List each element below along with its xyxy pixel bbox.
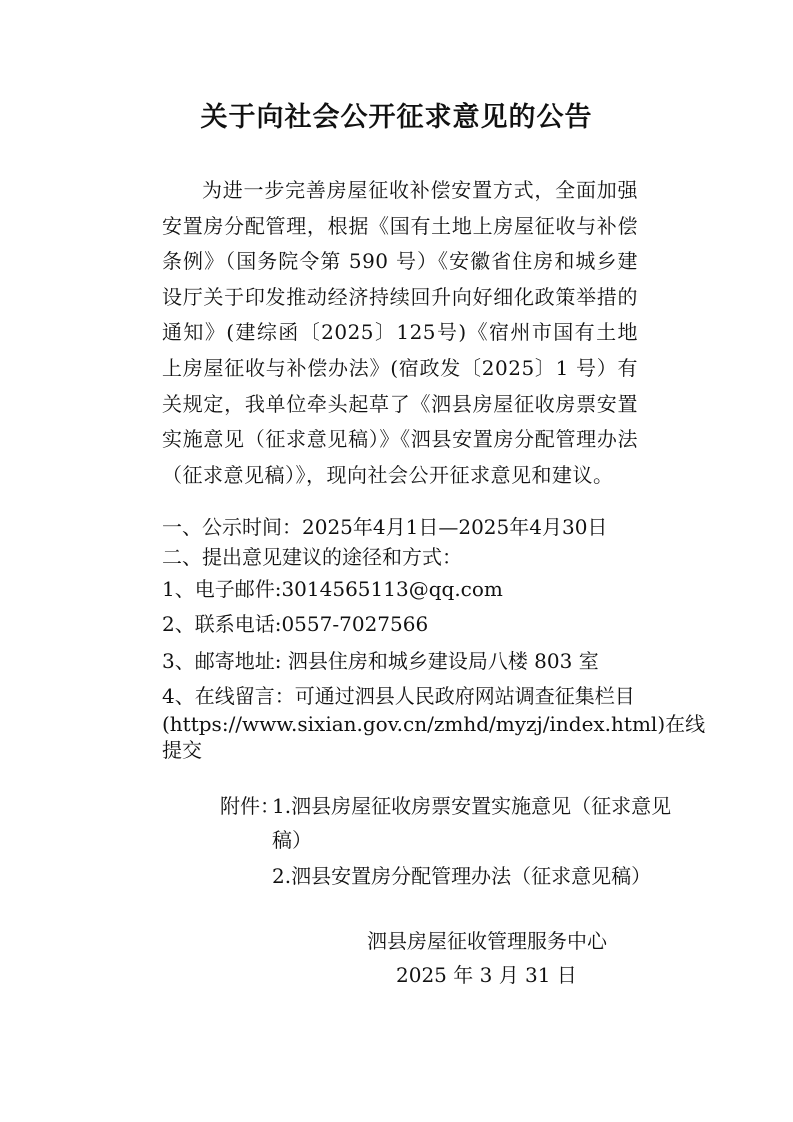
phone-line: 2、联系电话:0557-7027566 bbox=[162, 612, 429, 636]
attachment-item-1: 1.泗县房屋征收房票安置实施意见（征求意见稿） bbox=[272, 794, 672, 852]
online-message-line: 4、在线留言：可通过泗县人民政府网站调查征集栏目 bbox=[162, 684, 635, 708]
mail-address-line: 3、邮寄地址: 泗县住房和城乡建设局八楼 803 室 bbox=[162, 649, 599, 673]
online-url-line[interactable]: (https://www.sixian.gov.cn/zmhd/myzj/index.html)在线 bbox=[162, 712, 706, 736]
document-title: 关于向社会公开征求意见的公告 bbox=[200, 102, 593, 133]
signature-date: 2025 年 3 月 31 日 bbox=[396, 963, 577, 987]
online-submit-line: 提交 bbox=[162, 738, 202, 762]
signature-org: 泗县房屋征收管理服务中心 bbox=[367, 929, 607, 953]
channels-heading: 二、提出意见建议的途径和方式： bbox=[162, 545, 462, 569]
attachments-label: 附件： bbox=[220, 794, 280, 818]
period-line: 一、公示时间：2025年4月1日—2025年4月30日 bbox=[162, 515, 608, 539]
intro-paragraph: 为进一步完善房屋征收补偿安置方式，全面加强安置房分配管理，根据《国有土地上房屋征收与补偿条例》（国务院令第 590 号）《安徽省住房和城乡建设厅关于印发推动经济持续回升向好细化政策举措的通知》(建综函〔2025〕125号)《宿州市国有土地上房屋征收与补偿办法》(宿政发〔2025〕1 号）有关规定，我单位牵头起草了《泗县房屋征收房票安置实施意见（征求意见稿）》《泗县安置房分配管理办法（征求意见稿）》，现向社会公开征求意见和建议。 bbox=[162, 178, 638, 487]
attachment-item-2: 2.泗县安置房分配管理办法（征求意见稿） bbox=[272, 864, 652, 888]
email-line[interactable]: 1、电子邮件:3014565113@qq.com bbox=[162, 577, 503, 601]
